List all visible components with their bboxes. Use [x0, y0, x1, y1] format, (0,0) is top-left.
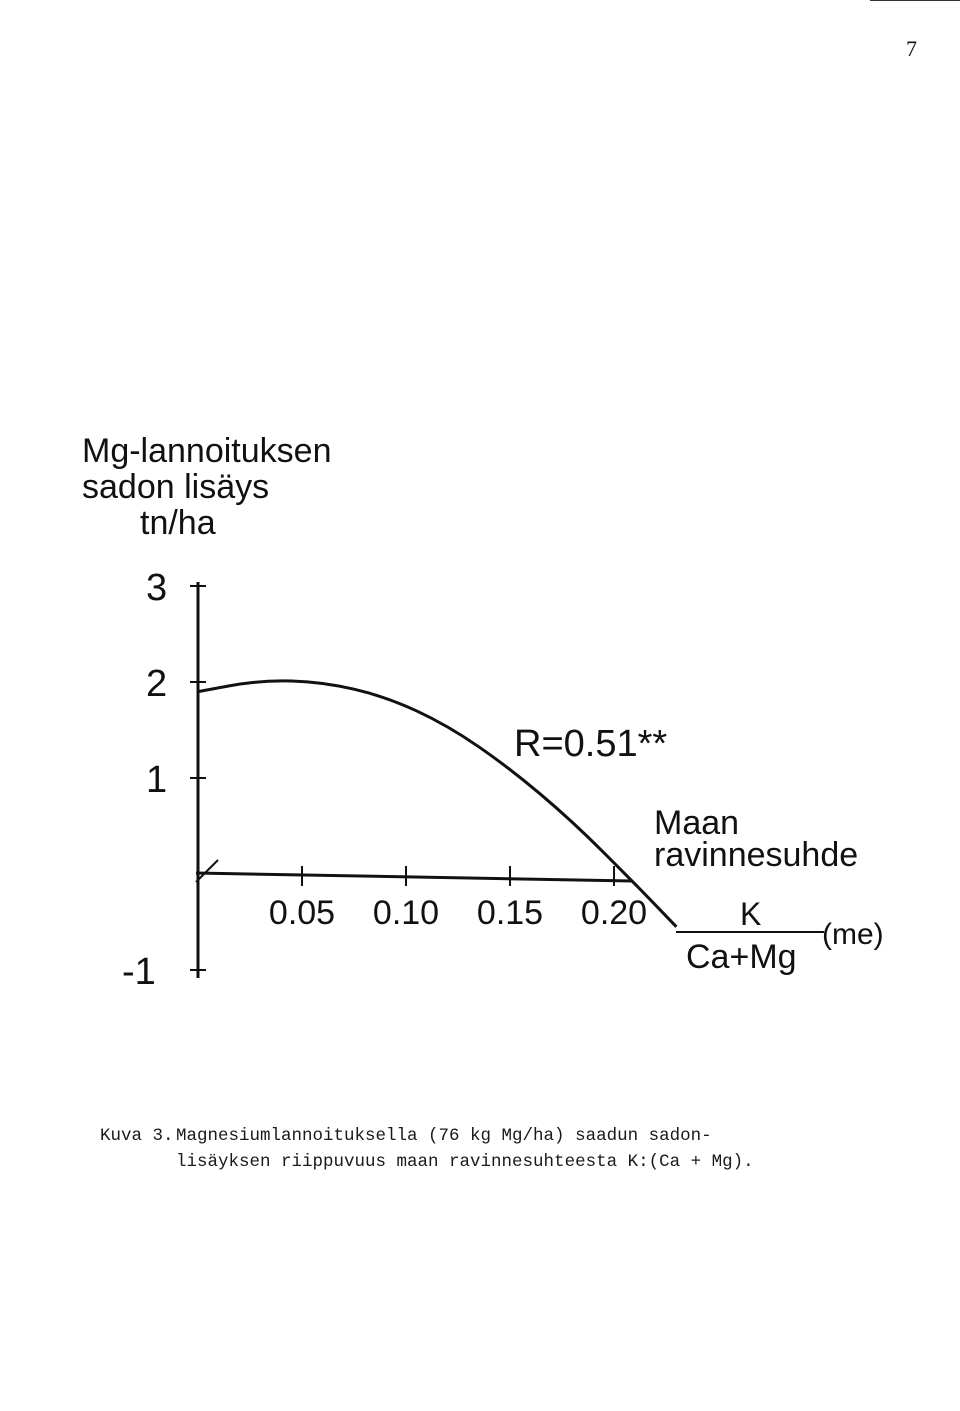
correlation-annotation: R=0.51**: [514, 723, 668, 765]
figure-caption: [100, 1123, 880, 1175]
caption-label: Kuva 3.: [100, 1126, 174, 1146]
y-axis-title-line-3: tn/ha: [140, 504, 216, 542]
x-axis-line: [196, 873, 632, 881]
page-number: 7: [906, 36, 917, 61]
formula-unit: (me): [822, 918, 884, 951]
y-axis-title-line-2: sadon lisäys: [82, 468, 270, 506]
formula-denominator: Ca+Mg: [686, 938, 797, 976]
y-tick-label: 1: [146, 759, 168, 801]
caption-line-2: lisäyksen riippuvuus maan ravinnesuhteesta K:(Ca + Mg).: [176, 1152, 754, 1172]
x-axis-title-line-1: Maan: [654, 804, 740, 842]
y-tick-label: -1: [122, 951, 156, 993]
x-tick-label: 0.10: [372, 894, 440, 932]
caption-line-1: [100, 1123, 880, 1149]
y-tick-label: 2: [146, 663, 168, 705]
y-axis-title-line-1: Mg-lannoituksen: [82, 432, 332, 470]
series-points-group: [198, 680, 677, 927]
x-tick-label: 0.20: [580, 894, 648, 932]
x-tick-label: 0.05: [268, 894, 336, 932]
y-ticks-group: [122, 567, 206, 993]
x-tick-label: 0.15: [476, 894, 544, 932]
x-axis-title-line-2: ravinnesuhde: [654, 836, 859, 874]
y-tick-label: 3: [146, 567, 168, 609]
series-line: [198, 681, 676, 927]
caption-text-1: Magnesiumlannoituksella (76 kg Mg/ha) saadun sadon-: [176, 1126, 712, 1146]
formula-numerator: K: [740, 896, 762, 932]
